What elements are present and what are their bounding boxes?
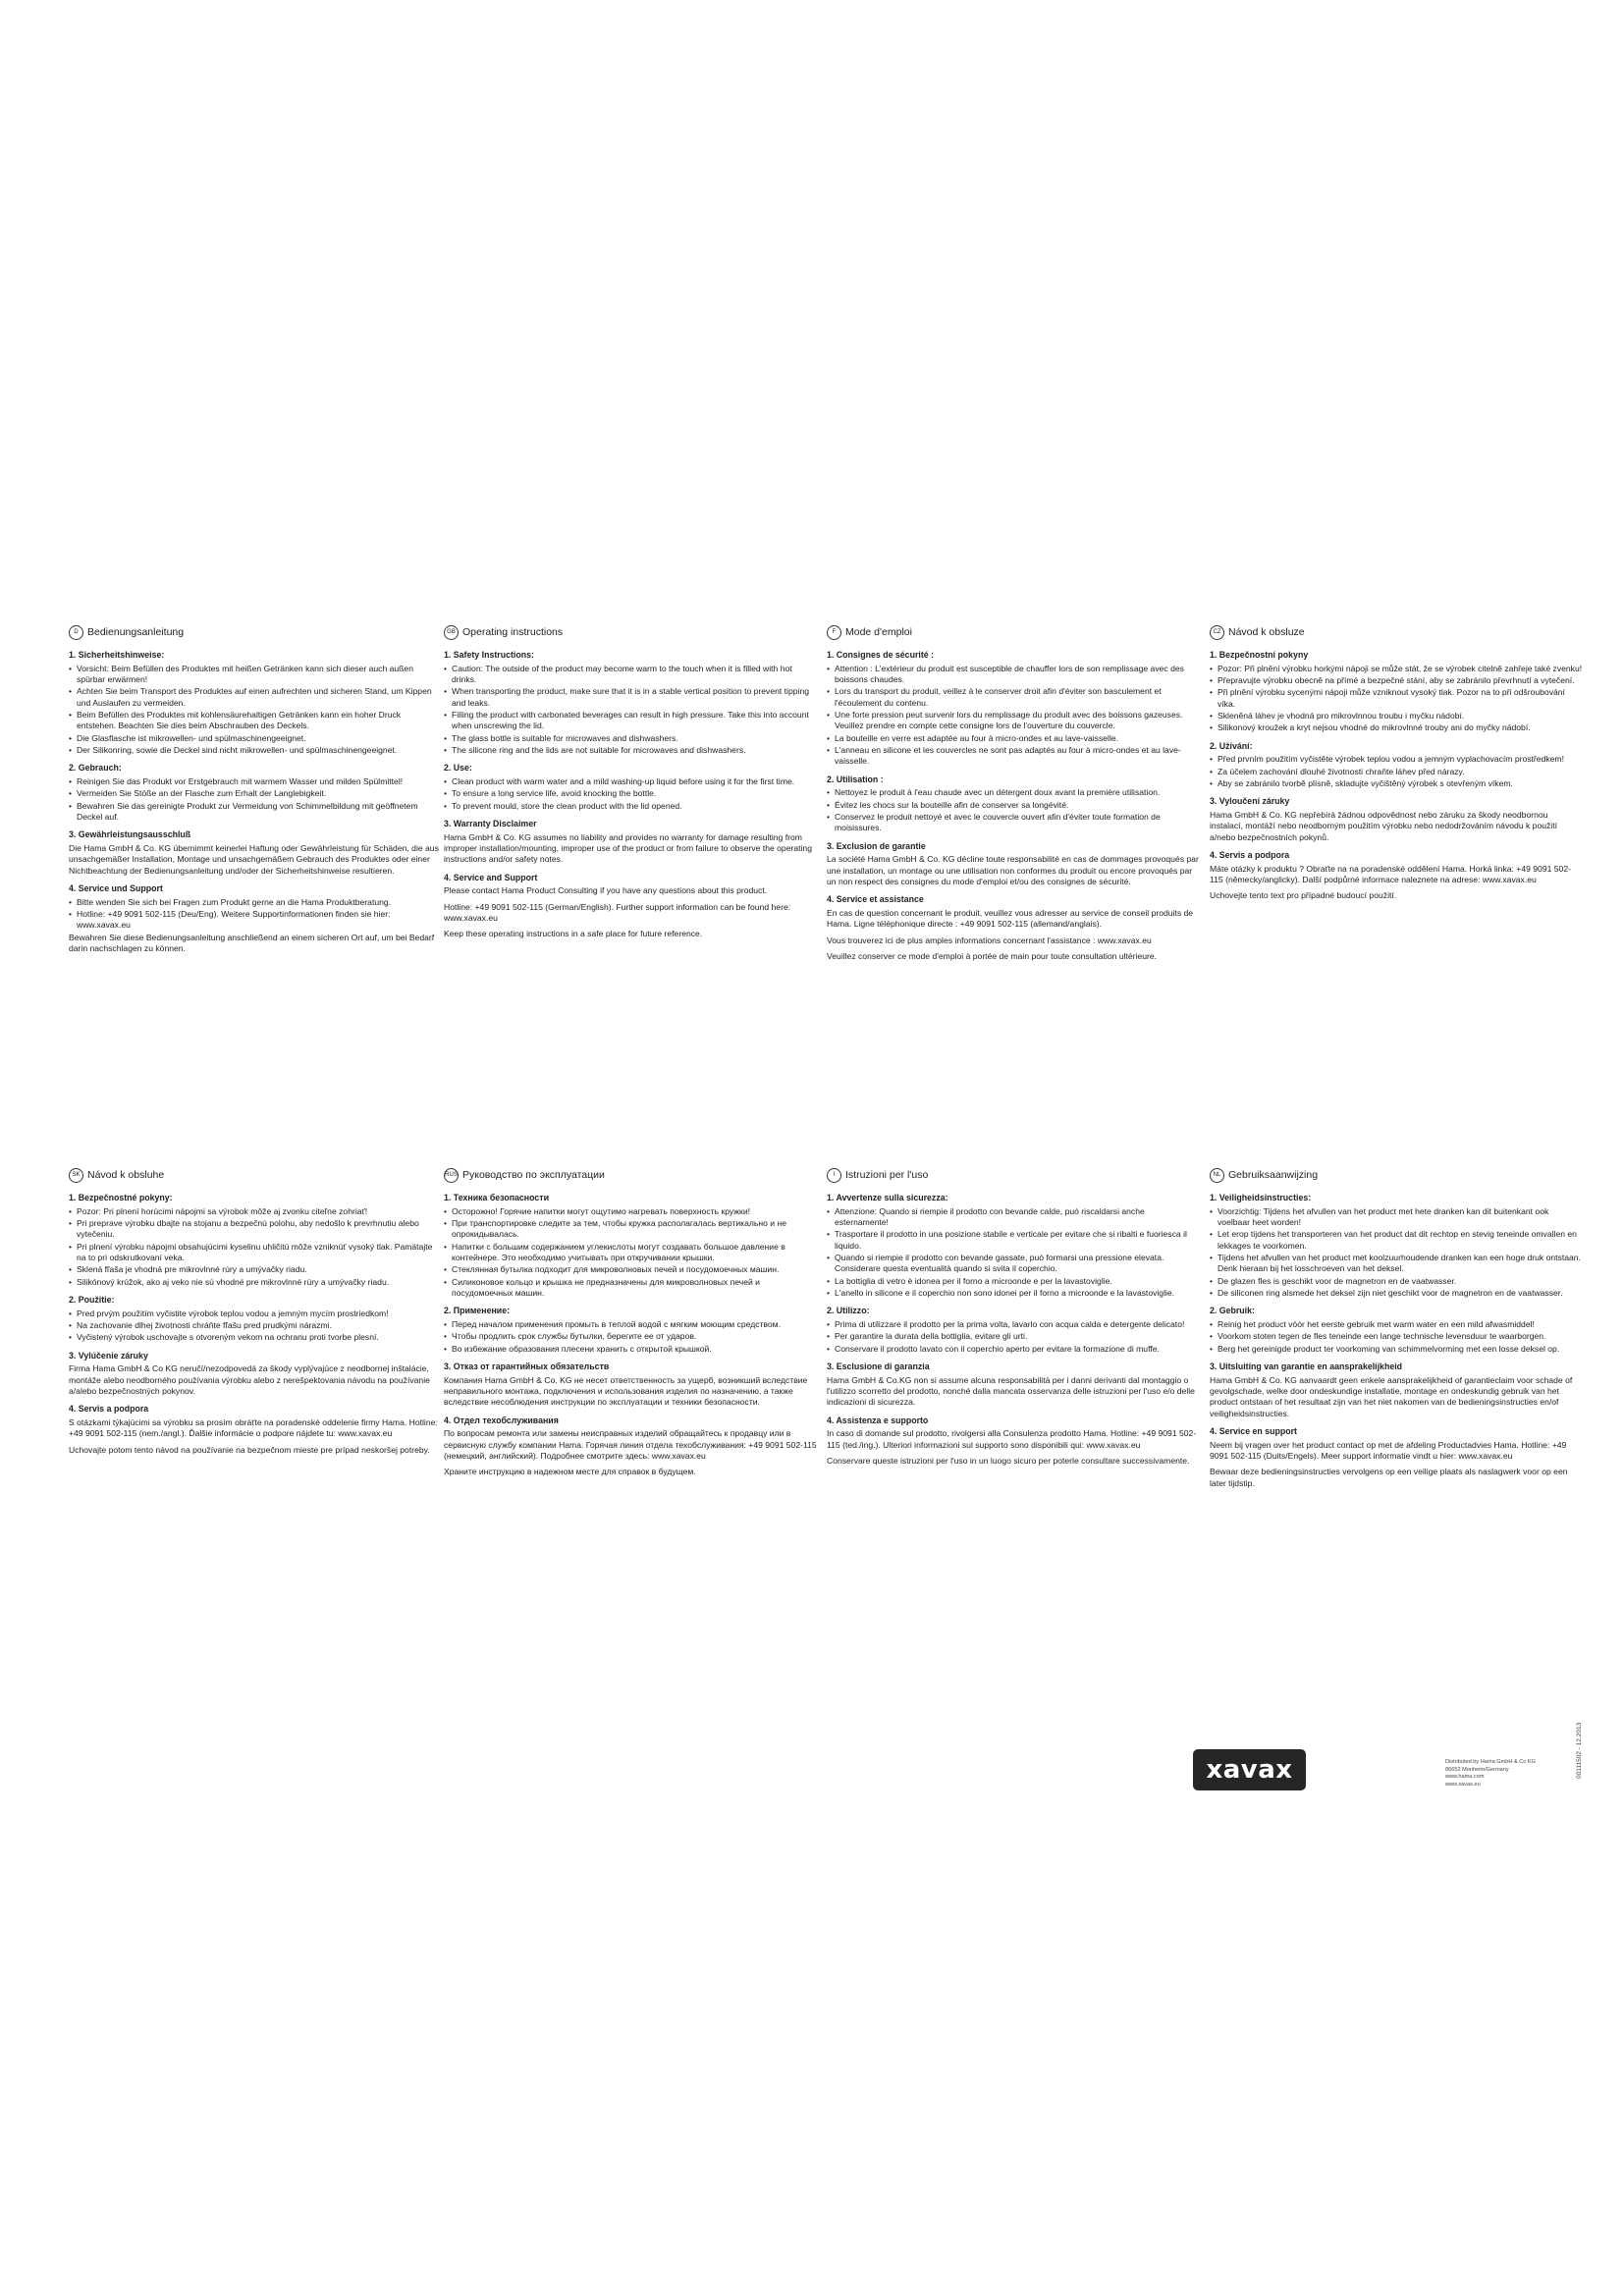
- section-title: Руководство по эксплуатации: [462, 1168, 605, 1181]
- language-column-i: [827, 1168, 1200, 1468]
- paragraph: Bewahren Sie diese Bedienungsanleitung anschließend an einem sicheren Ort auf, um bei Bedarf darin nachschlagen zu können.: [69, 932, 435, 953]
- bullet-item: • Berg het gereinigde product ter voorkoming van schimmelvorming met een losse deksel op.: [1210, 1344, 1583, 1355]
- bullet-list: [827, 1319, 1200, 1355]
- section-header: [69, 1168, 442, 1183]
- bullet-list: [69, 1308, 442, 1344]
- bullet-item: • La bottiglia di vetro è idonea per il forno a microonde e per la lavastoviglie.: [827, 1276, 1200, 1287]
- subsection-heading: 3. Отказ от гарантийных обязательств: [444, 1362, 610, 1371]
- subsection-heading: 1. Consignes de sécurité :: [827, 650, 935, 660]
- bullet-list: [69, 1206, 442, 1288]
- language-badge: I: [827, 1168, 841, 1183]
- paragraph: Die Hama GmbH & Co. KG übernimmt keinerlei Haftung oder Gewährleistung für Schäden, die aus unsachgemäßer Installation, Montage und unsachgemäßem Gebrauch des Produktes oder einer Nichtbeachtung der Bedienungsanleitung und/oder der Sicherheitshinweise resultieren.: [69, 842, 439, 876]
- bullet-item: • Caution: The outside of the product may become warm to the touch when it is filled with hot drinks.: [444, 664, 817, 686]
- paragraph: Máte otázky k produktu ? Obraťte na na poradenské oddělení Hama. Horká linka: +49 9091 502-115 (německy/anglicky). Další podpůrné informace naleznete na adrese: www.xavax.eu: [1210, 863, 1571, 884]
- bullet-list: [1210, 664, 1583, 734]
- bullet-list: [827, 664, 1200, 768]
- subsection-heading: 1. Sicherheitshinweise:: [69, 650, 165, 660]
- subsection-heading: 3. Uitsluiting van garantie en aansprakelijkheid: [1210, 1362, 1403, 1371]
- paragraph: Firma Hama GmbH & Co KG neručí/nezodpovedá za škody vyplývajúce z neodbornej inštalácie, montáže alebo neodborného používania výrobku alebo z nerešpektovania návodu na používanie a/alebo bezpečnostných pokynov.: [69, 1363, 430, 1396]
- bullet-item: • Za účelem zachování dlouhé životnosti chraňte láhev před nárazy.: [1210, 767, 1583, 777]
- bullet-list: [1210, 1319, 1583, 1355]
- bullet-item: • Quando si riempie il prodotto con bevande gassate, può formarsi una pressione elevata. Considerare questa eventualità quando si svita il coperchio.: [827, 1253, 1200, 1275]
- language-column-nl: [1210, 1168, 1583, 1490]
- bullet-item: • Před prvním použitím vyčistěte výrobek teplou vodou a jemným vyplachovacím prostředkem!: [1210, 754, 1583, 765]
- subsection-heading: 1. Bezpečnostné pokyny:: [69, 1193, 173, 1202]
- bullet-item: • L'anneau en silicone et les couvercles ne sont pas adaptés au four à micro-ondes et au lave-vaisselle.: [827, 745, 1200, 768]
- section-title: Operating instructions: [462, 625, 564, 638]
- subsection-heading: 4. Assistenza e supporto: [827, 1415, 929, 1425]
- bullet-item: • Tijdens het afvullen van het product met koolzuurhoudende dranken kan een hoge druk ontstaan. Denk hieraan bij het losschroeven van het deksel.: [1210, 1253, 1583, 1275]
- bullet-item: • Напитки с большим содержанием углекислоты могут создавать большое давление в контейнере. Это необходимо учитывать при откручивании крышки.: [444, 1242, 817, 1264]
- bullet-list: [444, 664, 817, 757]
- paragraph: Компания Hama GmbH & Co. KG не несет ответственность за ущерб, возникший вследствие неправильного монтажа, подключения и использования изделия по назначению, а также вследствие несоблюдения инструкции по эксплуатации и техники безопасности.: [444, 1374, 808, 1408]
- paragraph: S otázkami týkajúcimi sa výrobku sa prosím obráťte na poradenské oddelenie firmy Hama. Hotline: +49 9091 502-115 (nem./angl.). Ďalšie informácie o podpore nájdete tu: www.xavax.eu: [69, 1416, 438, 1439]
- subsection-heading: 1. Safety Instructions:: [444, 650, 534, 660]
- language-badge: F: [827, 625, 841, 640]
- bullet-list: [69, 776, 442, 823]
- bullet-item: • Aby se zabránilo tvorbě plísně, skladujte vyčištěný výrobek s otevřeným víkem.: [1210, 778, 1583, 789]
- bullet-item: • Hotline: +49 9091 502-115 (Deu/Eng). Weitere Supportinformationen finden sie hier: www.xavax.eu: [69, 909, 442, 932]
- language-column-gb: [444, 625, 817, 941]
- bullet-item: • При транспортировке следите за тем, чтобы кружка располагалась вертикально и не опрокидывалась.: [444, 1218, 817, 1241]
- bullet-list: [444, 1206, 817, 1300]
- bullet-item: • Vermeiden Sie Stöße an der Flasche zum Erhalt der Langlebigkeit.: [69, 788, 442, 799]
- imprint-line: www.hama.com: [1445, 1774, 1485, 1781]
- bullet-item: • Силиконовое кольцо и крышка не предназначены для микроволновых печей и посудомоечных машин.: [444, 1277, 817, 1300]
- bullet-list: [1210, 1206, 1583, 1300]
- subsection-heading: 4. Service et assistance: [827, 894, 924, 905]
- bullet-item: • Pri plnení výrobku nápojmi obsahujúcimi kyselinu uhličitú môže vzniknúť vysoký tlak. Pamätajte na to pri odskrutkovaní veka.: [69, 1242, 442, 1264]
- bullet-item: • Při plnění výrobku sycenými nápoji může vzniknout vysoký tlak. Pozor na to při odšroubování víka.: [1210, 687, 1583, 710]
- bullet-item: • Pri preprave výrobku dbajte na stojanu a bezpečnú polohu, aby nedošlo k prevrhnutiu alebo vytečeniu.: [69, 1218, 442, 1241]
- paragraph: En cas de question concernant le produit, veuillez vous adresser au service de conseil produits de Hama. Ligne téléphonique directe : +49 9091 502-115 (allemand/anglais).: [827, 907, 1194, 930]
- section-header: [69, 625, 442, 640]
- bullet-item: • Перед началом применения промыть в теплой водой с мягким моющим средством.: [444, 1319, 817, 1330]
- imprint-line: 86652 Monheim/Germany: [1445, 1766, 1509, 1773]
- paragraph: Vous trouverez ici de plus amples informations concernant l'assistance : www.xavax.eu: [827, 934, 1152, 945]
- imprint: [1445, 1759, 1563, 1789]
- paragraph: Please contact Hama Product Consulting if you have any questions about this product.: [444, 885, 768, 896]
- bullet-item: • Bitte wenden Sie sich bei Fragen zum Produkt gerne an die Hama Produktberatung.: [69, 897, 442, 908]
- paragraph: Neem bij vragen over het product contact op met de afdeling Productadvies Hama. Hotline: +49 9091 502-115 (Duits/Engels). Meer support informatie vindt u hier: www.xavax.eu: [1210, 1439, 1567, 1461]
- section-title: Bedienungsanleitung: [87, 625, 185, 638]
- section-header: [444, 1168, 817, 1183]
- language-column-d: [69, 625, 442, 955]
- paragraph: Bewaar deze bedieningsinstructies vervolgens op een veilige plaats als naslagwerk voor op een later tijdstip.: [1210, 1467, 1568, 1488]
- bullet-item: • Lors du transport du produit, veillez à le conserver droit afin d'éviter son basculement et l'écoulement du contenu.: [827, 686, 1200, 709]
- bullet-item: • The silicone ring and the lids are not suitable for microwaves and dishwashers.: [444, 745, 817, 756]
- section-title: Návod k obsluze: [1228, 625, 1305, 638]
- subsection-heading: 2. Use:: [444, 763, 472, 774]
- bullet-item: • Во избежание образования плесени хранить с открытой крышкой.: [444, 1344, 817, 1355]
- bullet-item: • Voorkom stoten tegen de fles teneinde een lange technische levensduur te waarborgen.: [1210, 1331, 1583, 1342]
- bullet-item: • Prima di utilizzare il prodotto per la prima volta, lavarlo con acqua calda e detergente delicato!: [827, 1319, 1200, 1330]
- bullet-list: [444, 776, 817, 812]
- language-badge: D: [69, 625, 83, 640]
- bullet-item: • Стеклянная бутылка подходит для микроволновых печей и посудомоечных машин.: [444, 1264, 817, 1275]
- subsection-heading: 4. Servis a podpora: [69, 1404, 149, 1415]
- subsection-heading: 4. Service en support: [1210, 1425, 1297, 1436]
- xavax-logo: [1193, 1749, 1306, 1790]
- bullet-item: • Conservez le produit nettoyé et avec le couvercle ouvert afin d'éviter toute formation de moisissures.: [827, 812, 1200, 834]
- bullet-item: • Die Glasflasche ist mikrowellen- und spülmaschinengeeignet.: [69, 733, 442, 744]
- language-column-cz: [1210, 625, 1583, 903]
- subsection-heading: 2. Gebrauch:: [69, 763, 122, 774]
- subsection-heading: 3. Vylúčenie záruky: [69, 1350, 148, 1361]
- subsection-heading: 2. Применение:: [444, 1306, 511, 1316]
- language-badge: CZ: [1210, 625, 1224, 640]
- paragraph: Hotline: +49 9091 502-115 (German/English). Further support information can be found here: www.xavax.eu: [444, 901, 791, 923]
- section-header: [1210, 1168, 1583, 1183]
- logo-text: xavax: [1206, 1755, 1293, 1785]
- bullet-item: • Vyčistený výrobok uschovajte s otvoreným vekom na ochranu proti tvorbe plesní.: [69, 1332, 442, 1343]
- bullet-item: • Pozor: Pri plnení horúcimi nápojmi sa výrobok môže aj zvonku citeľne zohriať!: [69, 1206, 442, 1217]
- subsection-heading: 1. Veiligheidsinstructies:: [1210, 1193, 1312, 1202]
- paragraph: Hama GmbH & Co.KG non si assume alcuna responsabilità per i danni derivanti dal montaggio o l'utilizzo scorretto del prodotto, nonché dalla mancata osservanza delle istruzioni per l'uso e/o delle indicazioni di sicurezza.: [827, 1374, 1195, 1408]
- bullet-item: • De siliconen ring alsmede het deksel zijn niet geschikt voor de magnetron en de vaatwasser.: [1210, 1288, 1583, 1299]
- bullet-item: • Reinig het product vóór het eerste gebruik met warm water en een mild afwasmiddel!: [1210, 1319, 1583, 1330]
- paragraph: Hama GmbH & Co. KG aanvaardt geen enkele aansprakelijkheid of garantieclaim voor schade of gevolgschade, welke door ondeskundige installatie, montage en ondeskundig gebruik van het product ontstaan of het resultaat zijn van het niet nakomen van de bedieningsinstructies en/of veiligheidsinstructies.: [1210, 1374, 1573, 1418]
- paragraph: Hama GmbH & Co. KG assumes no liability and provides no warranty for damage resulting from improper installation/mounting, improper use of the product or from failure to observe the operating instructions and/or safety notes.: [444, 831, 812, 865]
- paragraph: Hama GmbH & Co. KG nepřebírá žádnou odpovědnost nebo záruku za škody neodbornou instalací, montáží nebo neodborným použitím výrobku nebo nedodržováním návodu k použití a/nebo bezpečnostních pokynů.: [1210, 809, 1557, 842]
- subsection-heading: 2. Užívání:: [1210, 740, 1253, 751]
- bullet-item: • La bouteille en verre est adaptée au four à micro-ondes et au lave-vaisselle.: [827, 733, 1200, 744]
- language-column-f: [827, 625, 1200, 963]
- subsection-heading: 2. Utilisation :: [827, 774, 884, 784]
- bullet-item: • Filling the product with carbonated beverages can result in high pressure. Take this into account when unscrewing the lid.: [444, 710, 817, 732]
- language-badge: RUS: [444, 1168, 459, 1183]
- bullet-item: • To ensure a long service life, avoid knocking the bottle.: [444, 788, 817, 799]
- bullet-item: • Pozor: Při plnění výrobku horkými nápoji se může stát, že se výrobek citelně zahřeje také zvenku!: [1210, 664, 1583, 674]
- bullet-item: • Silikonový kroužek a kryt nejsou vhodné do mikrovlnné trouby ani do myčky nádobí.: [1210, 722, 1583, 733]
- bullet-item: • To prevent mould, store the clean product with the lid opened.: [444, 801, 817, 812]
- subsection-heading: 1. Avvertenze sulla sicurezza:: [827, 1193, 948, 1202]
- language-column-rus: [444, 1168, 817, 1479]
- section-header: [444, 625, 817, 640]
- section-title: Návod k obsluhe: [87, 1168, 165, 1181]
- paragraph: Conservare queste istruzioni per l'uso in un luogo sicuro per poterle consultare successivamente.: [827, 1455, 1190, 1466]
- language-column-sk: [69, 1168, 442, 1457]
- language-badge: SK: [69, 1168, 83, 1183]
- subsection-heading: 3. Warranty Disclaimer: [444, 819, 537, 828]
- bullet-list: [827, 787, 1200, 833]
- subsection-heading: 2. Gebruik:: [1210, 1306, 1255, 1316]
- bullet-item: • L'anello in silicone e il coperchio non sono idonei per il forno a microonde e la lavastoviglie.: [827, 1288, 1200, 1299]
- subsection-heading: 3. Vyloučení záruky: [1210, 796, 1290, 807]
- bullet-item: • Beim Befüllen des Produktes mit kohlensäurehaltigen Getränken kann ein hoher Druck entstehen. Beachten Sie dies beim Abschrauben des Deckels.: [69, 710, 442, 732]
- subsection-heading: 3. Esclusione di garanzia: [827, 1362, 930, 1371]
- bullet-item: • Clean product with warm water and a mild washing-up liquid before using it for the first time.: [444, 776, 817, 787]
- paragraph: Keep these operating instructions in a safe place for future reference.: [444, 929, 703, 939]
- section-title: Mode d'emploi: [845, 625, 912, 638]
- bullet-item: • Attenzione: Quando si riempie il prodotto con bevande calde, può riscaldarsi anche esternamente!: [827, 1206, 1200, 1229]
- language-badge: NL: [1210, 1168, 1224, 1183]
- subsection-heading: 4. Servis a podpora: [1210, 849, 1290, 860]
- bullet-item: • When transporting the product, make sure that it is in a stable vertical position to prevent tipping and leaks.: [444, 686, 817, 709]
- bullet-list: [1210, 754, 1583, 789]
- bullet-item: • Per garantire la durata della bottiglia, evitare gli urti.: [827, 1331, 1200, 1342]
- subsection-heading: 3. Gewährleistungsausschluß: [69, 829, 191, 840]
- bullet-item: • Trasportare il prodotto in una posizione stabile e verticale per evitare che si ribalti e fuoriesca il liquido.: [827, 1229, 1200, 1252]
- section-header: [827, 1168, 1200, 1183]
- subsection-heading: 3. Exclusion de garantie: [827, 840, 926, 851]
- paragraph: La société Hama GmbH & Co. KG décline toute responsabilité en cas de dommages provoqués par une installation, un montage ou une utilisation non conformes du produit ou encore provoqués par un non respect des consignes du mode d'emploi et/ou des consignes de sécurité.: [827, 854, 1199, 886]
- paragraph: Uchovejte tento text pro případné budoucí použití.: [1210, 890, 1397, 901]
- subsection-heading: 2. Použitie:: [69, 1295, 115, 1306]
- bullet-item: • Bewahren Sie das gereinigte Produkt zur Vermeidung von Schimmelbildung mit geöffnetem Deckel auf.: [69, 801, 442, 824]
- subsection-heading: 1. Bezpečnostní pokyny: [1210, 650, 1309, 660]
- bullet-item: • The glass bottle is suitable for microwaves and dishwashers.: [444, 733, 817, 744]
- bullet-list: [69, 897, 442, 932]
- bullet-item: • Чтобы продлить срок службы бутылки, берегите ее от ударов.: [444, 1331, 817, 1342]
- bullet-item: • Reinigen Sie das Produkt vor Erstgebrauch mit warmem Wasser und milden Spülmittel!: [69, 776, 442, 787]
- subsection-heading: 2. Utilizzo:: [827, 1306, 870, 1316]
- bullet-item: • Évitez les chocs sur la bouteille afin de conserver sa longévité.: [827, 800, 1200, 811]
- bullet-list: [444, 1319, 817, 1355]
- bullet-item: • Une forte pression peut survenir lors du remplissage du produit avec des boissons gazeuses. Veuillez prendre en compte cette consigne lors de l'ouverture du couvercle.: [827, 710, 1200, 732]
- subsection-heading: 1. Техника безопасности: [444, 1193, 549, 1202]
- bullet-item: • Na zachovanie dlhej životnosti chráňte fľašu pred prudkými nárazmi.: [69, 1320, 442, 1331]
- bullet-item: • Skleněná láhev je vhodná pro mikrovlnnou troubu i myčku nádobí.: [1210, 711, 1583, 721]
- bullet-item: • Nettoyez le produit à l'eau chaude avec un détergent doux avant la première utilisation.: [827, 787, 1200, 798]
- subsection-heading: 4. Service and Support: [444, 872, 538, 882]
- paragraph: Veuillez conserver ce mode d'emploi à portée de main pour toute consultation ultérieure.: [827, 950, 1158, 961]
- bullet-item: • Vorsicht: Beim Befüllen des Produktes mit heißen Getränken kann sich dieser auch außen spürbar erwärmen!: [69, 664, 442, 686]
- bullet-item: • Sklená fľaša je vhodná pre mikrovlnné rúry a umývačky riadu.: [69, 1264, 442, 1275]
- bullet-list: [69, 664, 442, 757]
- bullet-item: • Voorzichtig: Tijdens het afvullen van het product met hete dranken kan dit buitenkant ook voelbaar heet worden!: [1210, 1206, 1583, 1229]
- imprint-line: www.xavax.eu: [1445, 1781, 1481, 1788]
- bullet-item: • Let erop tijdens het transporteren van het product dat dit rechtop en stevig teneinde omvallen en lekkages te voorkomen.: [1210, 1229, 1583, 1252]
- section-title: Istruzioni per l'uso: [845, 1168, 929, 1181]
- bullet-list: [827, 1206, 1200, 1300]
- section-title: Gebruiksaanwijzing: [1228, 1168, 1319, 1181]
- bullet-item: • Attention : L'extérieur du produit est susceptible de chauffer lors de son remplissage avec des boissons chaudes.: [827, 664, 1200, 686]
- language-badge: GB: [444, 625, 459, 640]
- document-reference: 00111502 - 12.2013: [1576, 1722, 1583, 1779]
- section-header: [827, 625, 1200, 640]
- bullet-item: • Pred prvým použitím vyčistite výrobok teplou vodou a jemným mycím prostriedkom!: [69, 1308, 442, 1319]
- imprint-line: Distributed by Hama GmbH & Co KG: [1445, 1759, 1537, 1765]
- bullet-item: • De glazen fles is geschikt voor de magnetron en de vaatwasser.: [1210, 1276, 1583, 1287]
- paragraph: Храните инструкцию в надежном месте для справок в будущем.: [444, 1467, 696, 1477]
- subsection-heading: 4. Service und Support: [69, 882, 163, 893]
- bullet-item: • Přepravujte výrobku obecně na přímé a bezpečné stání, aby se zabránilo převrhnutí a vytečení.: [1210, 675, 1583, 686]
- bullet-item: • Achten Sie beim Transport des Produktes auf einen aufrechten und sicheren Stand, um Kippen und Auslaufen zu vermeiden.: [69, 686, 442, 709]
- bullet-item: • Осторожно! Горячие напитки могут ощутимо нагревать поверхность кружки!: [444, 1206, 817, 1217]
- paragraph: In caso di domande sul prodotto, rivolgersi alla Consulenza prodotto Hama. Hotline: +49 9091 502-115 (ted./ing.). Ulteriori informazioni sul supporto sono disponibili qui: www.xavax.eu: [827, 1428, 1197, 1450]
- bullet-item: • Conservare il prodotto lavato con il coperchio aperto per evitare la formazione di muffe.: [827, 1344, 1200, 1355]
- section-header: [1210, 625, 1583, 640]
- subsection-heading: 4. Отдел техобслуживания: [444, 1415, 559, 1425]
- bullet-item: • Der Silikonring, sowie die Deckel sind nicht mikrowellen- und spülmaschinengeeignet.: [69, 745, 442, 756]
- paragraph: Uchovajte potom tento návod na používanie na bezpečnom mieste pre prípad neskoršej potreby.: [69, 1444, 430, 1455]
- bullet-item: • Silikónový krúžok, ako aj veko nie sú vhodné pre mikrovlnné rúry a umývačky riadu.: [69, 1277, 442, 1288]
- paragraph: По вопросам ремонта или замены неисправных изделий обращайтесь к продавцу или в сервисную службу компании Hama. Горячая линия отдела техобслуживания: +49 9091 502-115 (немецкий, английский). Подробнее смотрите здесь: www.xavax.eu: [444, 1428, 817, 1461]
